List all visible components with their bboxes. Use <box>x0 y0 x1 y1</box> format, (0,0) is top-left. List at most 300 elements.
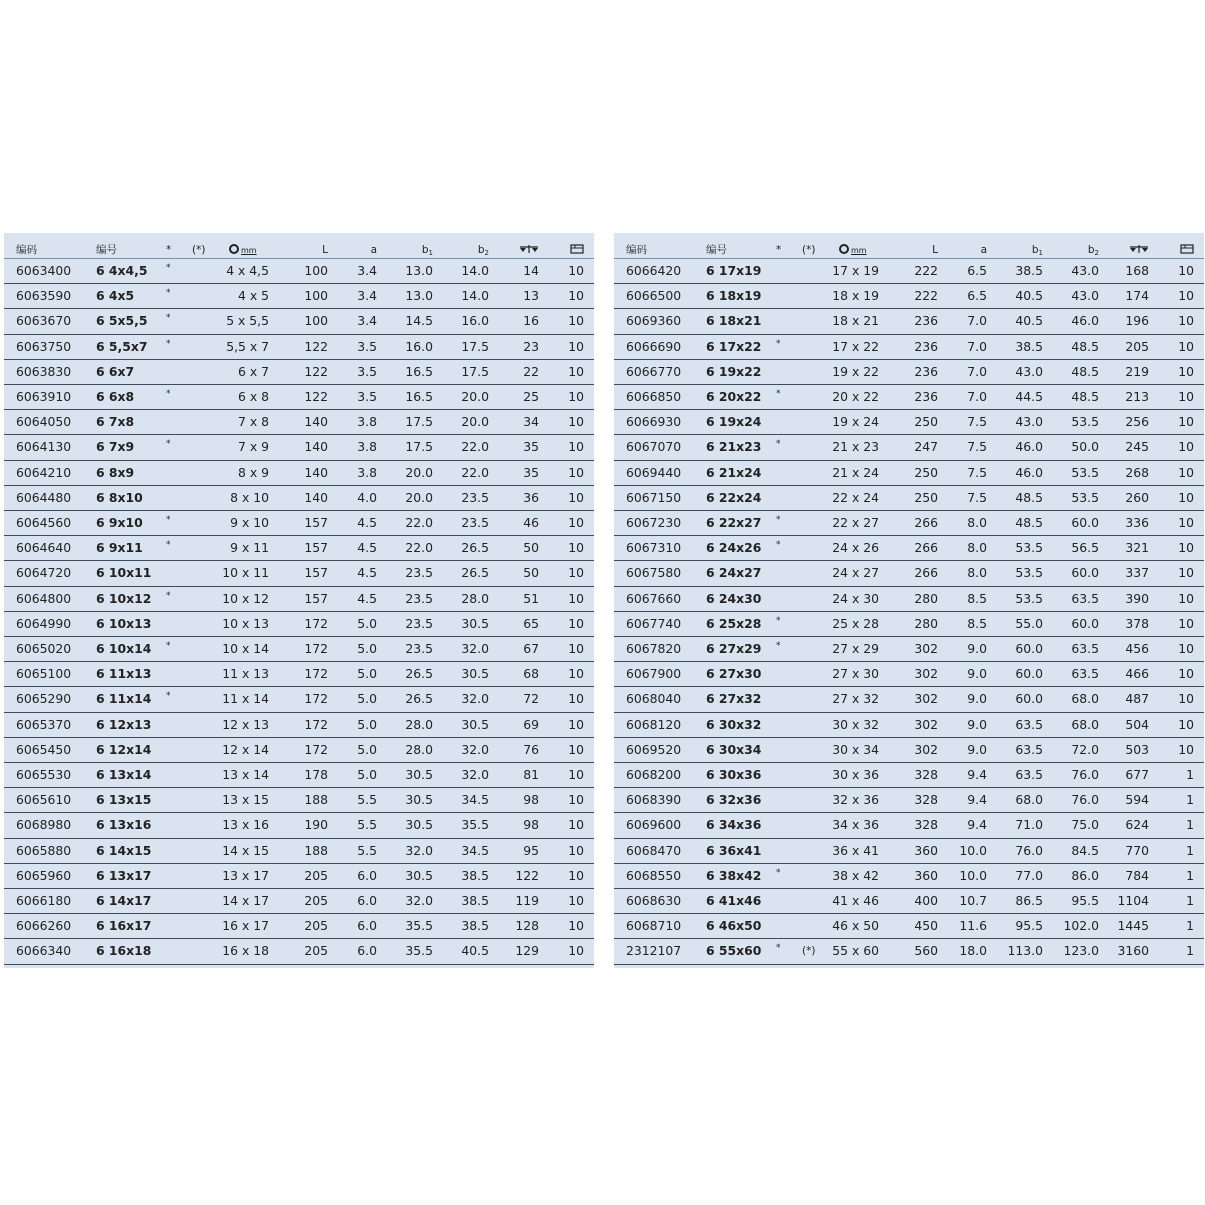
cell-b1: 30.5 <box>405 867 433 883</box>
cell-b2: 43.0 <box>1071 263 1099 278</box>
cell-code: 6065290 <box>16 691 72 707</box>
table-right <box>614 233 1204 968</box>
cell-a: 9.0 <box>967 666 987 682</box>
cell-code: 6066260 <box>16 918 72 934</box>
cell-num: 6 4x5 <box>96 288 135 304</box>
cell-code: 6065450 <box>16 741 72 757</box>
cell-code: 6065100 <box>16 666 72 682</box>
cell-q: 10 <box>1178 565 1194 581</box>
cell-b2: 32.0 <box>461 641 489 656</box>
table-row <box>614 587 1204 612</box>
table-row <box>614 713 1204 738</box>
cell-num: 6 7x9 <box>96 439 135 455</box>
cell-b1: 22.0 <box>405 540 433 556</box>
cell-code: 6066180 <box>16 893 72 908</box>
cell-size: 18 x 19 <box>832 288 879 304</box>
cell-a: 3.8 <box>357 464 377 480</box>
table-row <box>4 839 594 864</box>
cell-num: 6 30x32 <box>706 716 762 732</box>
cell-q: 10 <box>568 540 584 556</box>
cell-star <box>776 713 786 737</box>
cell-q: 10 <box>568 515 584 530</box>
cell-code: 6067150 <box>626 489 682 505</box>
cell-a: 5.5 <box>357 792 377 808</box>
cell-b2: 72.0 <box>1071 741 1099 757</box>
cell-size: 6 x 8 <box>238 389 269 404</box>
cell-L: 172 <box>304 641 328 656</box>
cell-b2: 102.0 <box>1063 918 1099 934</box>
cell-num: 6 18x19 <box>706 288 762 304</box>
cell-L: 250 <box>914 489 938 505</box>
cell-b1: 16.5 <box>405 389 433 404</box>
cell-L: 328 <box>914 817 938 833</box>
cell-w: 119 <box>515 893 539 908</box>
cell-w: 65 <box>523 615 539 631</box>
cell-code: 6067230 <box>626 515 682 530</box>
cell-size: 30 x 34 <box>832 741 879 757</box>
cell-size: 24 x 30 <box>832 590 879 606</box>
cell-star: * <box>166 439 171 450</box>
table-row <box>614 259 1204 284</box>
cell-b2: 38.5 <box>461 918 489 934</box>
cell-q: 10 <box>568 313 584 329</box>
cell-b1: 30.5 <box>405 767 433 782</box>
cell-w: 260 <box>1125 489 1149 505</box>
cell-b1: 20.0 <box>405 489 433 505</box>
cell-a: 9.4 <box>967 792 987 808</box>
cell-star <box>166 889 176 913</box>
cell-code: 6063670 <box>16 313 72 329</box>
cell-code: 6068040 <box>626 691 682 707</box>
cell-star <box>166 914 176 938</box>
cell-code: 6067900 <box>626 666 682 682</box>
cell-star <box>776 486 786 510</box>
table-header <box>614 233 1204 259</box>
cell-num: 6 24x26 <box>706 540 762 556</box>
cell-L: 140 <box>304 414 328 430</box>
cell-a: 4.5 <box>357 590 377 606</box>
cell-q: 1 <box>1186 943 1194 959</box>
cell-a: 8.5 <box>967 590 987 606</box>
cell-num: 6 7x8 <box>96 414 135 430</box>
cell-q: 10 <box>568 565 584 581</box>
cell-star: * <box>776 540 781 551</box>
cell-L: 172 <box>304 716 328 732</box>
table-row <box>614 536 1204 561</box>
cell-num: 6 14x15 <box>96 842 152 858</box>
cell-L: 172 <box>304 615 328 631</box>
cell-L: 302 <box>914 691 938 707</box>
cell-code: 6069360 <box>626 313 682 329</box>
cell-L: 360 <box>914 842 938 858</box>
cell-code: 6067660 <box>626 590 682 606</box>
table-row <box>4 410 594 435</box>
cell-code: 6065880 <box>16 842 72 858</box>
cell-star: * <box>776 615 781 626</box>
cell-w: 174 <box>1125 288 1149 304</box>
cell-code: 6066770 <box>626 363 682 379</box>
cell-code: 6063830 <box>16 363 72 379</box>
cell-size: 38 x 42 <box>832 867 879 883</box>
cell-b2: 53.5 <box>1071 464 1099 480</box>
cell-b1: 17.5 <box>405 439 433 455</box>
cell-a: 3.5 <box>357 338 377 354</box>
cell-w: 770 <box>1125 842 1149 858</box>
cell-b1: 20.0 <box>405 464 433 480</box>
cell-size: 12 x 13 <box>222 716 269 732</box>
cell-L: 172 <box>304 666 328 682</box>
cell-a: 3.5 <box>357 389 377 404</box>
cell-size: 14 x 15 <box>222 842 269 858</box>
cell-q: 10 <box>1178 338 1194 354</box>
header-pack <box>1174 242 1194 258</box>
cell-b1: 53.5 <box>1015 540 1043 556</box>
cell-star <box>166 461 176 485</box>
cell-num: 6 11x13 <box>96 666 152 682</box>
cell-b1: 23.5 <box>405 615 433 631</box>
cell-num: 6 32x36 <box>706 792 762 808</box>
cell-q: 1 <box>1186 893 1194 908</box>
cell-star <box>776 410 786 434</box>
table-row <box>4 612 594 637</box>
cell-L: 157 <box>304 515 328 530</box>
cell-b2: 32.0 <box>461 767 489 782</box>
cell-b2: 63.5 <box>1071 641 1099 656</box>
cell-b2: 38.5 <box>461 893 489 908</box>
table-row <box>614 561 1204 586</box>
cell-b1: 13.0 <box>405 263 433 278</box>
table-row <box>4 259 594 284</box>
cell-code: 6068120 <box>626 716 682 732</box>
cell-b2: 53.5 <box>1071 414 1099 430</box>
cell-L: 236 <box>914 338 938 354</box>
cell-q: 1 <box>1186 842 1194 858</box>
cell-a: 3.4 <box>357 313 377 329</box>
cell-b1: 60.0 <box>1015 691 1043 707</box>
cell-num: 6 11x14 <box>96 691 152 707</box>
table-row <box>614 687 1204 712</box>
header-paren: (*) <box>192 244 206 256</box>
cell-L: 100 <box>304 263 328 278</box>
cell-w: 95 <box>523 842 539 858</box>
cell-b1: 32.0 <box>405 893 433 908</box>
cell-b1: 26.5 <box>405 691 433 707</box>
cell-L: 302 <box>914 666 938 682</box>
cell-q: 10 <box>568 893 584 908</box>
table-row <box>4 713 594 738</box>
cell-num: 6 12x14 <box>96 741 152 757</box>
cell-L: 400 <box>914 893 938 908</box>
cell-star <box>166 763 176 787</box>
cell-size: 19 x 24 <box>832 414 879 430</box>
cell-star <box>776 360 786 384</box>
cell-q: 10 <box>1178 691 1194 707</box>
cell-b2: 35.5 <box>461 817 489 833</box>
cell-num: 6 19x22 <box>706 363 762 379</box>
cell-b2: 16.0 <box>461 313 489 329</box>
cell-b2: 48.5 <box>1071 389 1099 404</box>
cell-a: 7.5 <box>967 439 987 455</box>
cell-star: * <box>776 943 781 954</box>
cell-L: 302 <box>914 716 938 732</box>
cell-L: 328 <box>914 767 938 782</box>
cell-b2: 76.0 <box>1071 767 1099 782</box>
cell-b1: 95.5 <box>1015 918 1043 934</box>
cell-a: 4.5 <box>357 540 377 556</box>
cell-size: 8 x 10 <box>230 489 269 505</box>
header-L: L <box>932 244 938 256</box>
cell-w: 337 <box>1125 565 1149 581</box>
cell-code: 6063910 <box>16 389 72 404</box>
cell-b1: 13.0 <box>405 288 433 304</box>
cell-b2: 63.5 <box>1071 666 1099 682</box>
cell-q: 10 <box>568 767 584 782</box>
cell-a: 7.0 <box>967 338 987 354</box>
cell-code: 6063590 <box>16 288 72 304</box>
cell-w: 14 <box>523 263 539 278</box>
cell-q: 10 <box>1178 263 1194 278</box>
table-row <box>614 864 1204 889</box>
cell-size: 4 x 4,5 <box>226 263 269 278</box>
cell-b1: 40.5 <box>1015 288 1043 304</box>
cell-b1: 113.0 <box>1007 943 1043 959</box>
cell-L: 122 <box>304 338 328 354</box>
cell-size: 21 x 23 <box>832 439 879 455</box>
header-b1-label: b <box>421 244 429 256</box>
table-row <box>614 738 1204 763</box>
cell-num: 6 30x34 <box>706 741 762 757</box>
cell-a: 5.5 <box>357 817 377 833</box>
table-row <box>614 486 1204 511</box>
cell-q: 10 <box>1178 439 1194 455</box>
cell-q: 10 <box>1178 389 1194 404</box>
cell-star <box>166 813 176 837</box>
cell-a: 7.5 <box>967 464 987 480</box>
cell-b2: 30.5 <box>461 666 489 682</box>
cell-size: 21 x 24 <box>832 464 879 480</box>
cell-w: 3160 <box>1117 943 1149 959</box>
table-row <box>614 335 1204 360</box>
cell-star <box>776 662 786 686</box>
cell-size: 34 x 36 <box>832 817 879 833</box>
cell-code: 6064720 <box>16 565 72 581</box>
cell-code: 6064480 <box>16 489 72 505</box>
cell-q: 1 <box>1186 792 1194 808</box>
cell-w: 205 <box>1125 338 1149 354</box>
cell-num: 6 27x30 <box>706 666 762 682</box>
cell-a: 4.5 <box>357 565 377 581</box>
table-row <box>614 939 1204 964</box>
cell-code: 6065370 <box>16 716 72 732</box>
cell-a: 6.5 <box>967 263 987 278</box>
cell-size: 16 x 17 <box>222 918 269 934</box>
cell-q: 10 <box>568 842 584 858</box>
cell-b1: 48.5 <box>1015 515 1043 530</box>
cell-L: 140 <box>304 489 328 505</box>
cell-num: 6 14x17 <box>96 893 152 908</box>
cell-b2: 32.0 <box>461 691 489 707</box>
cell-star: * <box>776 439 781 450</box>
cell-b1: 30.5 <box>405 792 433 808</box>
table-row <box>4 486 594 511</box>
cell-a: 11.6 <box>959 918 987 934</box>
cell-code: 6067070 <box>626 439 682 455</box>
table-row <box>4 587 594 612</box>
table-row <box>4 637 594 662</box>
cell-size: 24 x 27 <box>832 565 879 581</box>
header-b1 <box>998 242 1043 258</box>
cell-star <box>166 788 176 812</box>
cell-q: 10 <box>1178 414 1194 430</box>
cell-b1: 48.5 <box>1015 489 1043 505</box>
table-row <box>4 385 594 410</box>
cell-b1: 46.0 <box>1015 464 1043 480</box>
cell-b1: 77.0 <box>1015 867 1043 883</box>
cell-b2: 17.5 <box>461 338 489 354</box>
cell-num: 6 22x24 <box>706 489 762 505</box>
cell-num: 6 10x11 <box>96 565 152 581</box>
cell-num: 6 8x9 <box>96 464 135 480</box>
cell-q: 10 <box>1178 716 1194 732</box>
cell-code: 6066420 <box>626 263 682 278</box>
cell-size: 14 x 17 <box>222 893 269 908</box>
header-b1-sub: 1 <box>428 249 433 257</box>
cell-w: 456 <box>1125 641 1149 656</box>
cell-num: 6 16x17 <box>96 918 152 934</box>
cell-b1: 35.5 <box>405 918 433 934</box>
cell-num: 6 41x46 <box>706 893 762 908</box>
cell-L: 205 <box>304 918 328 934</box>
cell-code: 6065530 <box>16 767 72 782</box>
cell-star <box>166 410 176 434</box>
cell-code: 6066500 <box>626 288 682 304</box>
table-row <box>4 788 594 813</box>
cell-size: 11 x 14 <box>222 691 269 707</box>
cell-a: 5.0 <box>357 767 377 782</box>
cell-num: 6 21x23 <box>706 439 762 455</box>
cell-num: 6 13x16 <box>96 817 152 833</box>
cell-star <box>166 662 176 686</box>
table-row <box>614 889 1204 914</box>
cell-b1: 71.0 <box>1015 817 1043 833</box>
cell-a: 3.5 <box>357 363 377 379</box>
cell-code: 6067310 <box>626 540 682 556</box>
cell-q: 10 <box>568 263 584 278</box>
cell-L: 266 <box>914 565 938 581</box>
cell-L: 236 <box>914 389 938 404</box>
cell-w: 245 <box>1125 439 1149 455</box>
cell-b1: 53.5 <box>1015 565 1043 581</box>
table-row <box>4 662 594 687</box>
cell-b2: 14.0 <box>461 263 489 278</box>
cell-w: 122 <box>515 867 539 883</box>
cell-size: 5 x 5,5 <box>226 313 269 329</box>
header-b2 <box>1054 242 1099 258</box>
cell-L: 328 <box>914 792 938 808</box>
cell-w: 98 <box>523 792 539 808</box>
cell-num: 6 13x14 <box>96 767 152 782</box>
cell-b2: 63.5 <box>1071 590 1099 606</box>
header-number: 编号 <box>706 244 727 256</box>
table-row <box>614 284 1204 309</box>
scale-icon <box>1129 244 1149 254</box>
cell-L: 302 <box>914 741 938 757</box>
cell-a: 10.0 <box>959 842 987 858</box>
cell-num: 6 27x29 <box>706 641 762 656</box>
table-row <box>4 435 594 460</box>
cell-a: 7.0 <box>967 313 987 329</box>
cell-paren: (*) <box>802 945 816 958</box>
cell-code: 6069440 <box>626 464 682 480</box>
cell-L: 157 <box>304 540 328 556</box>
cell-code: 6064050 <box>16 414 72 430</box>
cell-q: 10 <box>568 691 584 707</box>
cell-b1: 43.0 <box>1015 363 1043 379</box>
cell-a: 8.0 <box>967 540 987 556</box>
cell-a: 7.5 <box>967 489 987 505</box>
cell-b1: 35.5 <box>405 943 433 959</box>
cell-size: 27 x 29 <box>832 641 879 656</box>
cell-b1: 23.5 <box>405 590 433 606</box>
header-star: * <box>776 244 782 256</box>
cell-L: 222 <box>914 263 938 278</box>
cell-a: 9.0 <box>967 716 987 732</box>
cell-a: 8.5 <box>967 615 987 631</box>
cell-size: 13 x 14 <box>222 767 269 782</box>
cell-q: 10 <box>568 439 584 455</box>
cell-L: 205 <box>304 867 328 883</box>
cell-size: 22 x 24 <box>832 489 879 505</box>
cell-q: 1 <box>1186 918 1194 934</box>
cell-num: 6 13x17 <box>96 867 152 883</box>
cell-b2: 20.0 <box>461 389 489 404</box>
cell-size: 25 x 28 <box>832 615 879 631</box>
header-b2-sub: 2 <box>484 249 489 257</box>
cell-L: 280 <box>914 590 938 606</box>
cell-code: 6064800 <box>16 590 72 606</box>
cell-star: * <box>166 691 171 702</box>
header-weight <box>1119 242 1149 258</box>
cell-a: 3.8 <box>357 414 377 430</box>
cell-q: 10 <box>568 716 584 732</box>
table-row <box>614 410 1204 435</box>
cell-q: 10 <box>1178 615 1194 631</box>
cell-code: 6069600 <box>626 817 682 833</box>
header-weight <box>509 242 539 258</box>
cell-star <box>166 738 176 762</box>
table-row <box>4 335 594 360</box>
cell-star: * <box>776 515 781 525</box>
cell-a: 8.0 <box>967 515 987 530</box>
cell-w: 25 <box>523 389 539 404</box>
cell-L: 140 <box>304 464 328 480</box>
cell-star: * <box>776 641 781 651</box>
table-row <box>614 914 1204 939</box>
cell-L: 250 <box>914 414 938 430</box>
cell-size: 6 x 7 <box>238 363 269 379</box>
cell-code: 6067580 <box>626 565 682 581</box>
cell-b2: 38.5 <box>461 867 489 883</box>
cell-w: 35 <box>523 439 539 455</box>
ring-icon <box>229 244 239 254</box>
cell-a: 10.7 <box>959 893 987 908</box>
cell-w: 36 <box>523 489 539 505</box>
table-row <box>614 385 1204 410</box>
cell-size: 18 x 21 <box>832 313 879 329</box>
cell-num: 6 24x27 <box>706 565 762 581</box>
header-star: * <box>166 244 172 256</box>
cell-code: 6066340 <box>16 943 72 959</box>
